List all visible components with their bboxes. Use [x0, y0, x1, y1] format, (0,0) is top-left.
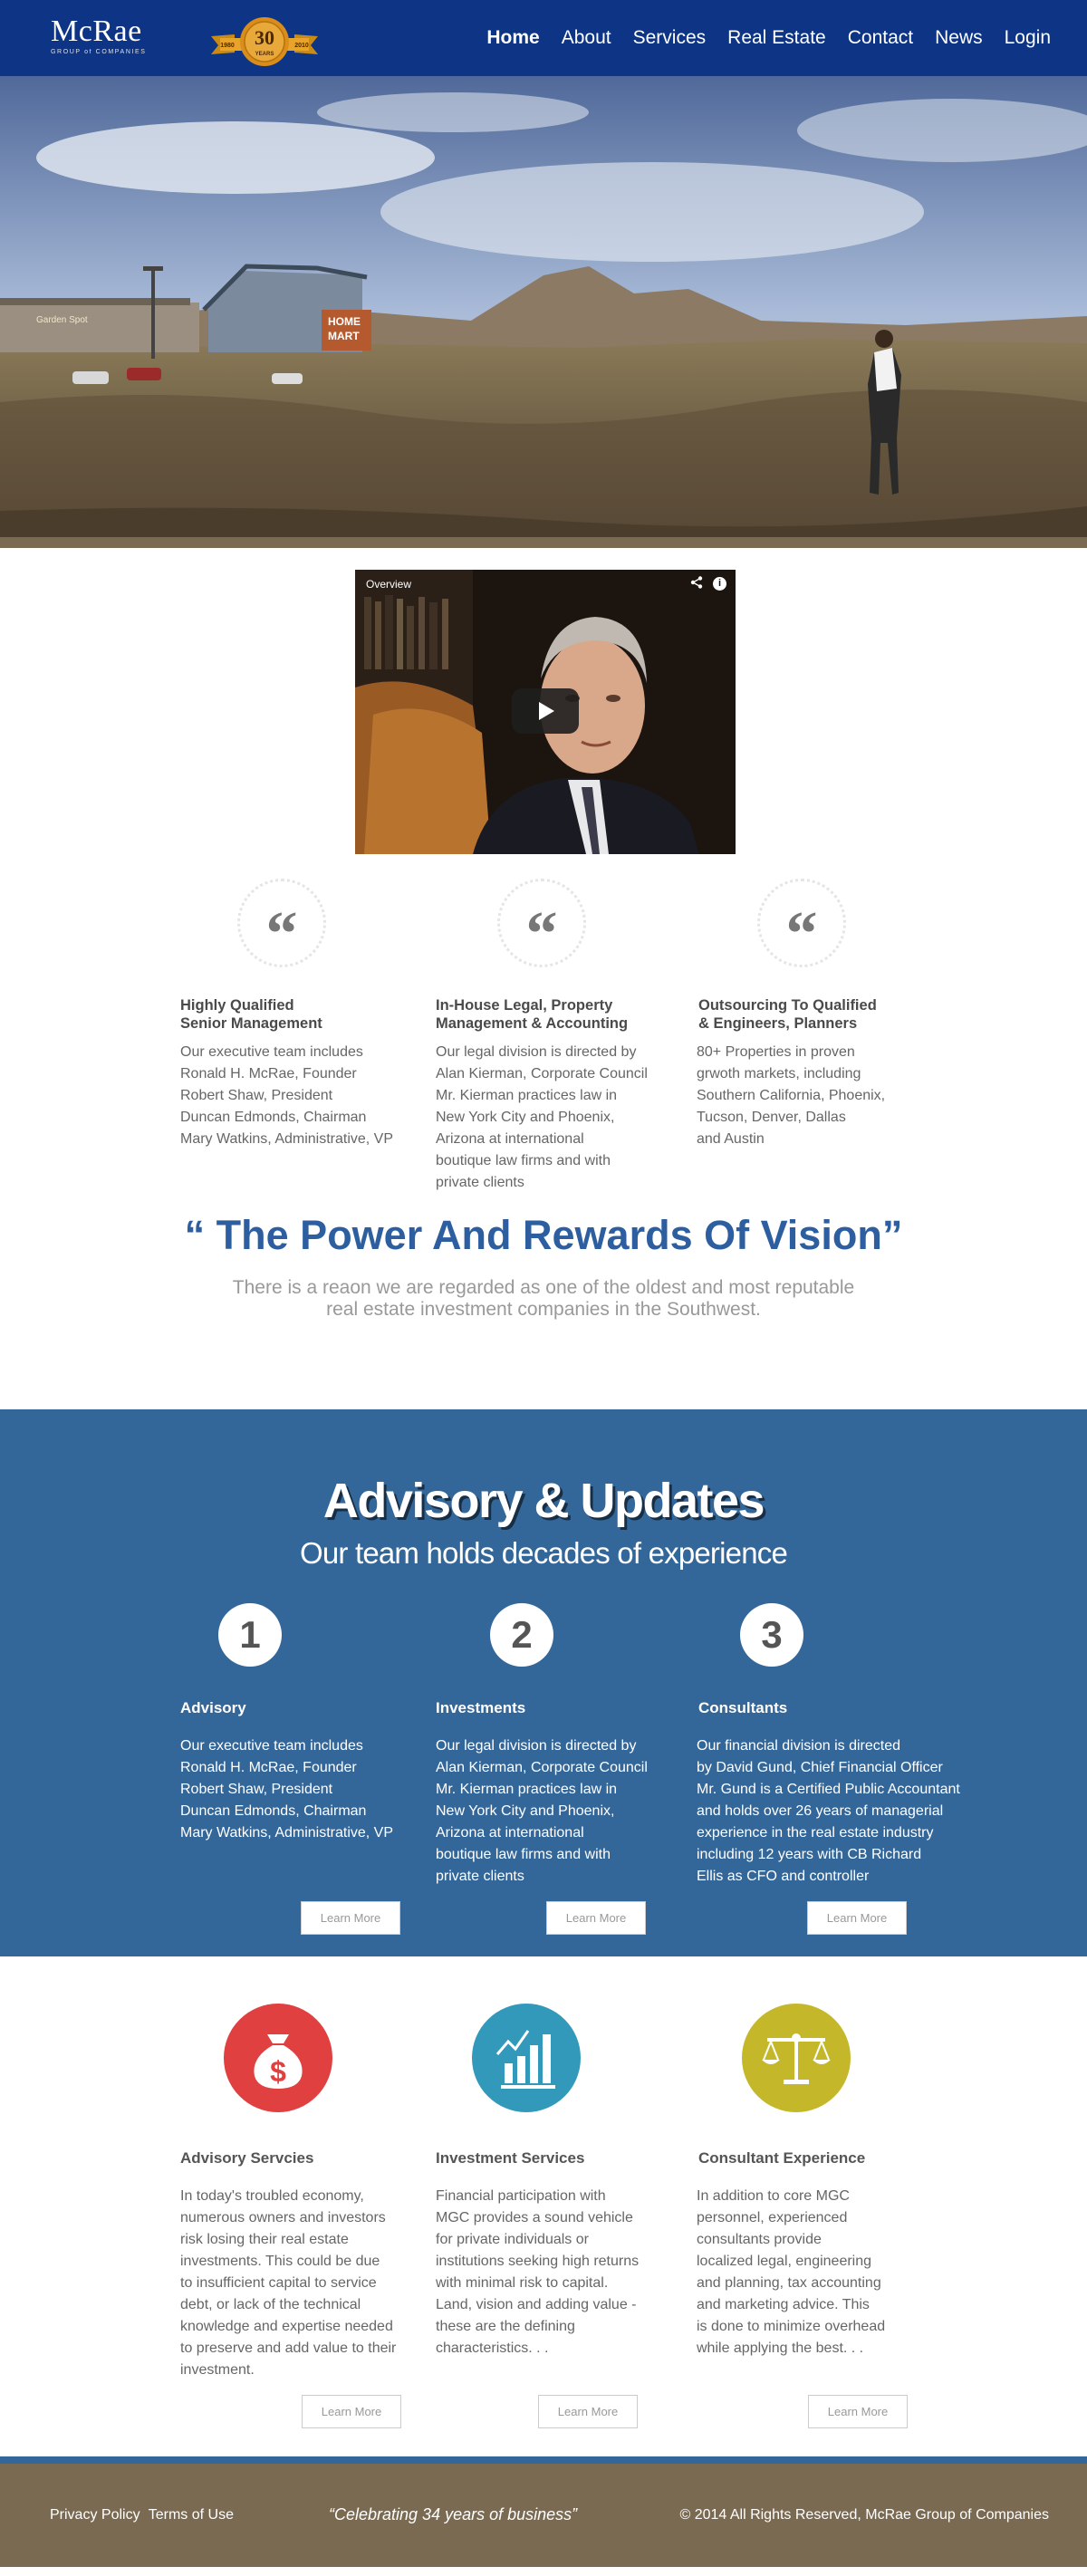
bar-chart-icon	[472, 2004, 581, 2112]
advisory-column-body: Our executive team includes Ronald H. McRae, Founder Robert Shaw, President Duncan Edmonds, Chairman Mary Watkins, Administrative, VP	[180, 1738, 394, 1841]
advisory-subtitle: Our team holds decades of experience	[299, 1536, 788, 1570]
hero-storefront-sign: Garden Spot	[36, 315, 88, 325]
scales-icon	[742, 2004, 851, 2112]
hero-store-sign-2: MART	[328, 330, 360, 342]
nav-real-estate[interactable]: Real Estate	[727, 27, 826, 48]
quote-icon: “	[237, 879, 326, 967]
services-section	[0, 1956, 1087, 2464]
advisory-title: Advisory & Updates	[322, 1474, 765, 1528]
money-bag-icon	[224, 2004, 332, 2112]
nav-contact[interactable]: Contact	[847, 27, 914, 48]
investments-learn-more-button[interactable]: Learn More	[546, 1901, 646, 1935]
main-nav	[465, 27, 1051, 49]
privacy-policy-link[interactable]: Privacy Policy	[50, 2507, 140, 2523]
badge-years-label: YEARS	[255, 52, 274, 57]
terms-of-use-link[interactable]: Terms of Use	[148, 2507, 234, 2523]
feature-title: Highly Qualified Senior Management	[180, 997, 322, 1032]
vision-title: “ The Power And Rewards Of Vision”	[184, 1212, 903, 1258]
hero-store-sign-1: HOME	[328, 315, 361, 328]
service-body: In addition to core MGC personnel, experienced consultants provide localized legal, engineering and planning, tax accounting and marketing advice. This is done to minimize overhead while applying the best. . .	[697, 2188, 886, 2356]
badge-year-right: 2010	[294, 43, 309, 49]
share-icon[interactable]	[690, 576, 703, 591]
vision-subtitle: There is a reaon we are regarded as one of the oldest and most reputable real estate investment companies in the Southwest.	[232, 1277, 855, 1320]
step-number-1: 1	[218, 1603, 282, 1667]
feature-body: Our executive team includes Ronald H. McRae, Founder Robert Shaw, President Duncan Edmonds, Chairman Mary Watkins, Administrative, VP	[180, 1044, 394, 1147]
feature-body: Our legal division is directed by Alan Kierman, Corporate Council Mr. Kierman practices law in New York City and Phoenix, Arizona at international boutique law firms and with private clients	[436, 1044, 648, 1190]
quote-icon: “	[757, 879, 846, 967]
feature-title: Outsourcing To Qualified & Engineers, Planners	[698, 997, 877, 1032]
feature-title: In-House Legal, Property Management & Accounting	[436, 997, 629, 1032]
investment-services-learn-more-button[interactable]: Learn More	[538, 2395, 638, 2428]
footer-links	[50, 2507, 238, 2523]
step-number-3: 3	[740, 1603, 803, 1667]
service-title: Advisory Servcies	[180, 2149, 314, 2167]
divider-bar	[0, 2456, 1087, 2464]
service-title: Investment Services	[436, 2149, 585, 2167]
info-icon[interactable]: i	[713, 577, 726, 591]
logo-name: McRae	[51, 14, 142, 48]
advisory-column-title: Advisory	[180, 1699, 246, 1716]
features-section	[0, 879, 1087, 1190]
advisory-services-learn-more-button[interactable]: Learn More	[302, 2395, 401, 2428]
badge-number: 30	[255, 26, 274, 49]
nav-services[interactable]: Services	[632, 27, 707, 48]
site-header	[0, 0, 1087, 76]
service-body: In today's troubled economy, numerous owners and investors risk losing their real estate investments. This could be due to insufficient capital to service debt, or lack of the technical knowledge and expertise needed to preserve and add value to their investment.	[180, 2188, 397, 2378]
video-title: Overview	[366, 578, 412, 591]
overview-video-player[interactable]	[355, 570, 736, 854]
consultants-learn-more-button[interactable]: Learn More	[807, 1901, 907, 1935]
nav-login[interactable]: Login	[1004, 27, 1051, 48]
advisory-column-body: Our legal division is directed by Alan Kierman, Corporate Council Mr. Kierman practices law in New York City and Phoenix, Arizona at international boutique law firms and with private clients	[436, 1738, 648, 1884]
feature-body: 80+ Properties in proven grwoth markets, including Southern California, Phoenix, Tucson, Denver, Dallas and Austin	[697, 1044, 886, 1147]
play-button[interactable]	[512, 688, 579, 734]
mcrae-logo[interactable]	[51, 16, 147, 55]
advisory-section	[0, 1409, 1087, 1956]
advisory-learn-more-button[interactable]: Learn More	[301, 1901, 400, 1935]
footer-tagline: “Celebrating 34 years of business”	[329, 2505, 578, 2523]
site-footer	[0, 2464, 1087, 2567]
advisory-column-title: Consultants	[698, 1699, 788, 1716]
dollar-symbol: $	[270, 2055, 286, 2088]
service-body: Financial participation with MGC provides a sound vehicle for private individuals or institutions seeking high returns with minimal risk to capital. Land, vision and adding value - these are the defining characteristics. . .	[436, 2188, 640, 2356]
vision-section	[0, 1187, 1087, 1409]
step-number-2: 2	[490, 1603, 553, 1667]
nav-about[interactable]: About	[561, 27, 611, 48]
quote-icon: “	[497, 879, 586, 967]
consultant-experience-learn-more-button[interactable]: Learn More	[808, 2395, 908, 2428]
nav-news[interactable]: News	[935, 27, 983, 48]
video-section	[0, 548, 1087, 879]
hero-landscape-image	[0, 76, 1087, 548]
footer-copyright: © 2014 All Rights Reserved, McRae Group of Companies	[679, 2507, 1049, 2523]
nav-home[interactable]: Home	[486, 27, 540, 48]
anniversary-badge	[207, 16, 322, 67]
hero-banner	[0, 76, 1087, 548]
service-title: Consultant Experience	[698, 2149, 866, 2167]
badge-year-left: 1980	[220, 43, 235, 49]
logo-subtitle: GROUP of COMPANIES	[51, 49, 147, 55]
advisory-column-title: Investments	[436, 1699, 526, 1716]
advisory-column-body: Our financial division is directed by David Gund, Chief Financial Officer Mr. Gund is a Certified Public Accountant and holds over 26 years of managerial experience in the real estate industry including 12 years with CB Richard Ellis as CFO and controller	[697, 1738, 960, 1884]
